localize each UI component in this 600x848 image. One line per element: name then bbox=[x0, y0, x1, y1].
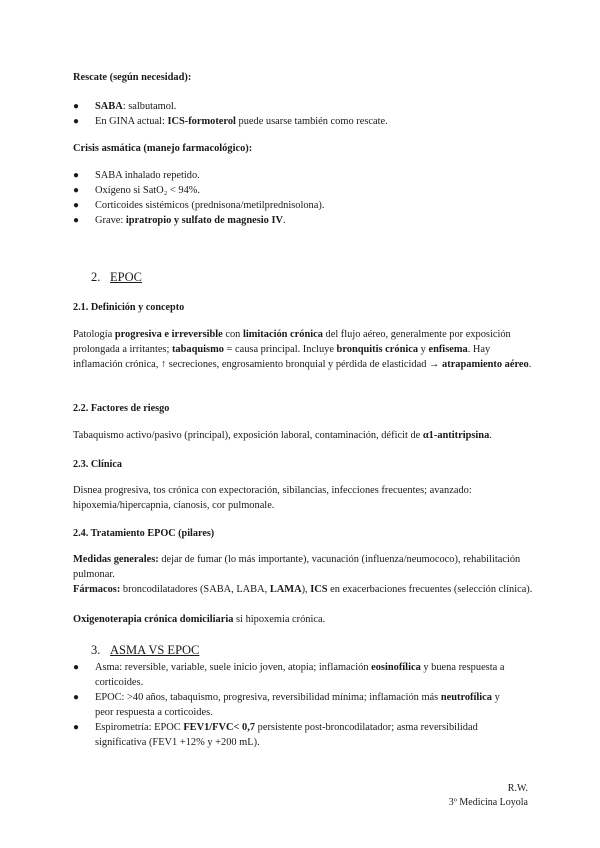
bullet-icon: ● bbox=[73, 116, 80, 127]
definition-paragraph: Patología progresiva e irreversible con limitación crónica del flujo aéreo, generalmente por exposición prolongada a irritantes; tabaquismo = causa principal. Incluye bronquitis crónica y enfisema. Hay inflamación crónica, ↑ secreciones, engrosamiento bronquial y pérdida de elasticidad → atrapamiento aéreo. bbox=[73, 329, 532, 370]
treatment-drugs: Fármacos: broncodilatadores (SABA, LABA, LAMA), ICS en exacerbaciones frecuentes (selección clínica). bbox=[73, 584, 533, 595]
subsection-heading: 2.1. Definición y concepto bbox=[73, 302, 185, 313]
rescue-heading: Rescate (según necesidad): bbox=[73, 72, 192, 83]
footer-course: 3º Medicina Loyola bbox=[448, 797, 528, 808]
bullet-icon: ● bbox=[73, 101, 80, 112]
bullet-icon: ● bbox=[73, 215, 80, 226]
subsection-heading: 2.4. Tratamiento EPOC (pilares) bbox=[73, 528, 215, 539]
subsection-heading: 2.3. Clínica bbox=[73, 459, 122, 470]
clinical-paragraph: Disnea progresiva, tos crónica con expectoración, sibilancias, infecciones frecuentes; avanzado: hipoxemia/hipercapnia, cianosis, cor pulmonale. bbox=[73, 485, 472, 511]
section-number: 2. bbox=[91, 270, 101, 284]
bullet-icon: ● bbox=[73, 662, 80, 673]
bullet-icon: ● bbox=[73, 200, 80, 211]
subsection-heading: 2.2. Factores de riesgo bbox=[73, 403, 170, 414]
section-title: ASMA VS EPOC bbox=[110, 643, 200, 657]
risk-factors-paragraph: Tabaquismo activo/pasivo (principal), exposición laboral, contaminación, déficit de α1-antitripsina. bbox=[73, 430, 492, 441]
bullet-icon: ● bbox=[73, 170, 80, 181]
bullet-icon: ● bbox=[73, 722, 80, 733]
section-title: EPOC bbox=[110, 270, 142, 284]
treatment-oxygen: Oxigenoterapia crónica domiciliaria si hipoxemia crónica. bbox=[73, 614, 326, 625]
footer-initials: R.W. bbox=[507, 783, 528, 794]
bullet-icon: ● bbox=[73, 692, 80, 703]
section-number: 3. bbox=[91, 643, 101, 657]
treatment-general: Medidas generales: dejar de fumar (lo más importante), vacunación (influenza/neumococo), rehabilitación pulmonar. bbox=[73, 554, 521, 580]
bullet-icon: ● bbox=[73, 185, 80, 196]
footer bbox=[449, 782, 528, 810]
crisis-heading: Crisis asmática (manejo farmacológico): bbox=[73, 143, 253, 154]
